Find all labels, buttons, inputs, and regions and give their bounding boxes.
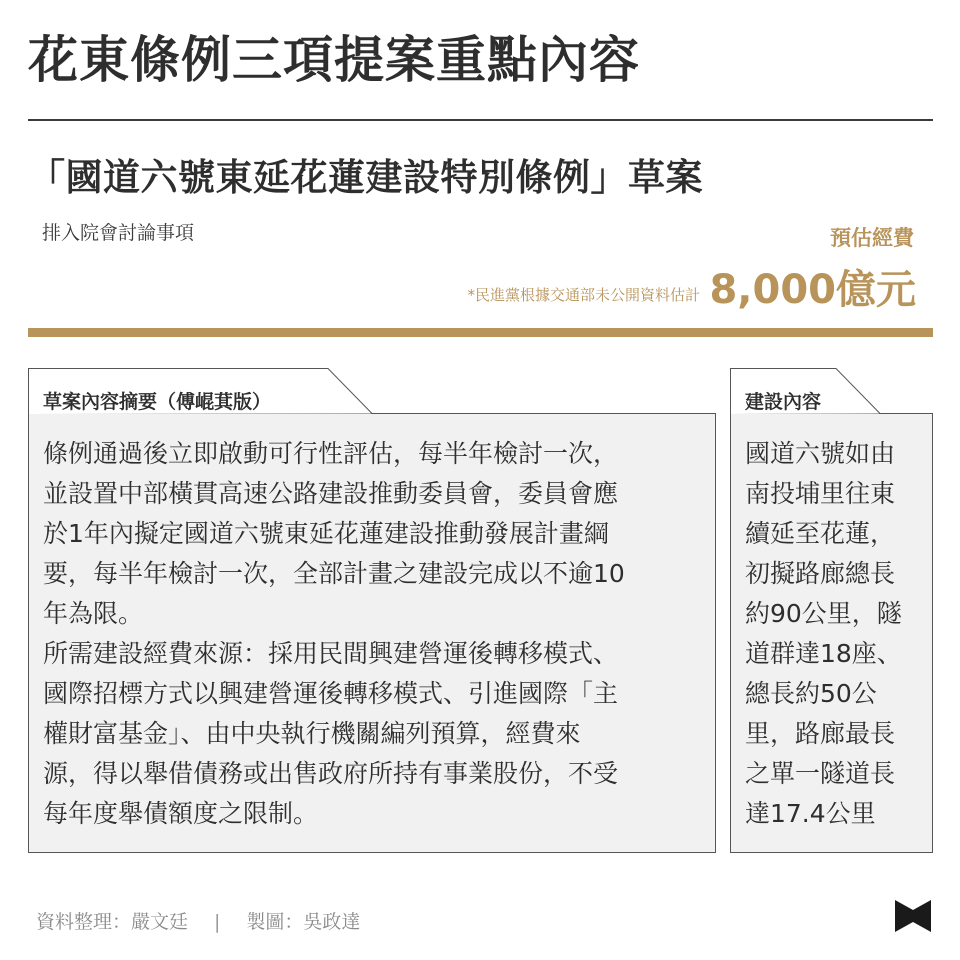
gold-divider — [28, 328, 933, 337]
title-divider — [28, 119, 933, 121]
design-credit: 製圖：吳政達 — [246, 911, 361, 933]
summary-panel-tab-label: 草案內容摘要（傅崐萁版） — [43, 391, 272, 413]
bill-status: 排入院會討論事項 — [42, 222, 195, 244]
bowtie-logo-icon — [893, 896, 933, 936]
data-credit: 資料整理：嚴文廷 — [36, 911, 189, 933]
summary-panel-body: 條例通過後立即啟動可行性評估，每半年檢討一次， 並設置中部橫貫高速公路建設推動委員會，委員會應 於1年內擬定國道六號東延花蓮建設推動發展計畫綱 要，每半年檢討一次，全部計畫之建設完成以不逾10 年為限。 所需建設經費來源：採用民間興建營運後轉移模式、 國際招標方式以興建營運後轉移模式、引進國際「主 權財富基金」、由中央執行機關編列預算，經費來 源，得以舉借債務或出售政府所持有事業股份，不受 每年度舉債額度之限制。 — [43, 439, 625, 828]
footer-separator: | — [214, 911, 221, 933]
construction-panel-body: 國道六號如由 南投埔里往東 續延至花蓮， 初擬路廊總長 約90公里，隧 道群達18座、 總長約50公 里，路廊最長 之單一隧道長 達17.4公里 — [745, 439, 902, 828]
budget-label: 預估經費 — [830, 226, 914, 250]
page-title: 花東條例三項提案重點內容 — [28, 31, 640, 89]
budget-note: *民進黨根據交通部未公開資料估計 — [467, 286, 700, 304]
construction-panel-tab-label: 建設內容 — [745, 391, 822, 413]
budget-value: 8,000億元 — [709, 267, 916, 313]
footer-credits — [36, 907, 360, 934]
bill-title: 「國道六號東延花蓮建設特別條例」草案 — [28, 156, 703, 199]
